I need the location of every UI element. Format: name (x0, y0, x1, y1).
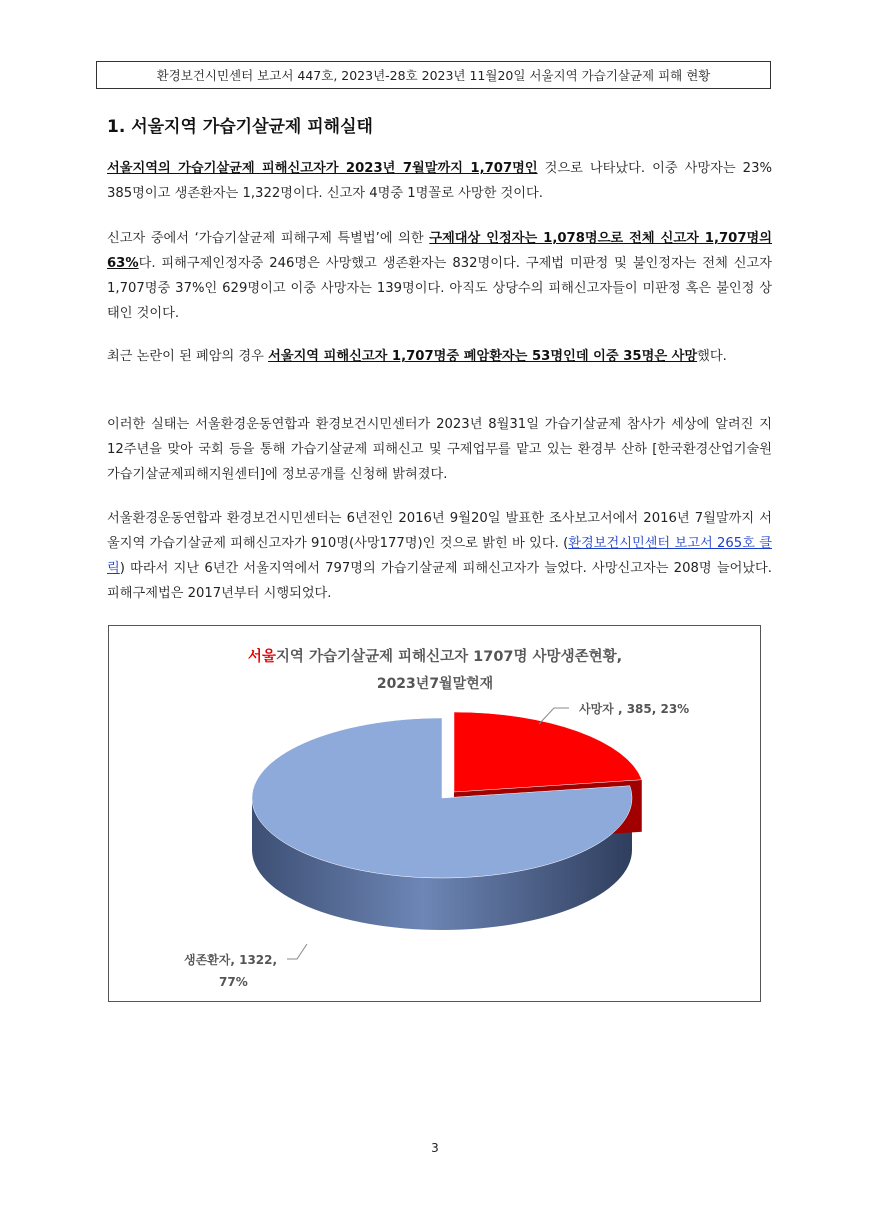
label-survivors: 생존환자, 1322, (184, 953, 278, 967)
report-header (96, 61, 771, 89)
chart-title-rest: 지역 가습기살균제 피해신고자 1707명 사망생존현황, (275, 649, 623, 665)
p2-text-start: 신고자 중에서 ‘가습기살균제 피해구제 특별법’에 의한 (107, 231, 430, 246)
section-title: 1. 서울지역 가습기살균제 피해실태 (107, 117, 373, 137)
p1-text: 것으로 나타났다. 이중 사망자는 23% 385명이고 생존환자는 1,322명이다. 신고자 4명중 1명꼴로 사망한 것이다. (107, 161, 772, 201)
p2-emphasis: 구제대상 인정자는 1,078명으로 전체 신고자 1,707명의 63% (107, 231, 773, 271)
paragraph-5 (107, 506, 772, 606)
p3-emphasis: 서울지역 피해신고자 1,707명중 폐암환자는 53명인데 이중 35명은 사망 (268, 349, 698, 364)
label-deaths: 사망자 , 385, 23% (579, 702, 690, 716)
pie-chart-container (108, 625, 761, 1002)
p3-text-end: 했다. (697, 349, 727, 364)
leader-line-survivors (287, 944, 307, 959)
p4-text: 이러한 실태는 서울환경운동연합과 환경보건시민센터가 2023년 8월31일 가습기살균제 참사가 세상에 알려진 지 12주년을 맞아 국회 등을 통해 가습기살균제 피해신고 및 구제업무를 맡고 있는 환경부 산하 [한국환경산업기술원 가습기살균제피해지원센터]에 정보공개를 신청해 밝혀졌다. (107, 417, 772, 482)
pie-slice-사망자 (454, 712, 642, 792)
report-header-text: 환경보건시민센터 보고서 447호, 2023년-28호 2023년 11월20일 서울지역 가습기살균제 피해 현황 (156, 68, 711, 83)
pie-chart (109, 626, 762, 1003)
paragraph-3 (107, 344, 772, 369)
label-survivors-percent: 77% (219, 975, 248, 989)
report-265-link[interactable]: 환경보건시민센터 보고서 265호 클릭 (107, 536, 772, 576)
paragraph-1 (107, 156, 772, 206)
p1-emphasis: 서울지역의 가습기살균제 피해신고자가 2023년 7월말까지 1,707명인 (107, 161, 538, 176)
paragraph-2 (107, 226, 772, 326)
p3-text-start: 최근 논란이 된 폐암의 경우 (107, 349, 269, 364)
page-number: 3 (431, 1141, 439, 1155)
chart-title-highlight: 서울 (247, 649, 276, 665)
chart-subtitle: 2023년7월말현재 (376, 676, 494, 692)
p5-text-end: ) 따라서 지난 6년간 서울지역에서 797명의 가습기살균제 피해신고자가 늘었다. 사망신고자는 208명 늘어났다. 피해구제법은 2017년부터 시행되었다. (107, 561, 772, 601)
paragraph-4 (107, 412, 772, 487)
p5-text-start: 서울환경운동연합과 환경보건시민센터는 6년전인 2016년 9월20일 발표한 조사보고서에서 2016년 7월말까지 서울지역 가습기살균제 피해신고자가 910명(사망177명)인 것으로 밝힌 바 있다. ( (107, 511, 772, 551)
chart-title (248, 647, 622, 665)
p2-text-end: 다. 피해구제인정자중 246명은 사망했고 생존환자는 832명이다. 구제법 미판정 및 불인정자는 전체 신고자 1,707명중 37%인 629명이고 이중 사망자는 139명이다. 아직도 상당수의 피해신고자들이 미판정 혹은 불인정 상태인 것이다. (107, 256, 772, 321)
